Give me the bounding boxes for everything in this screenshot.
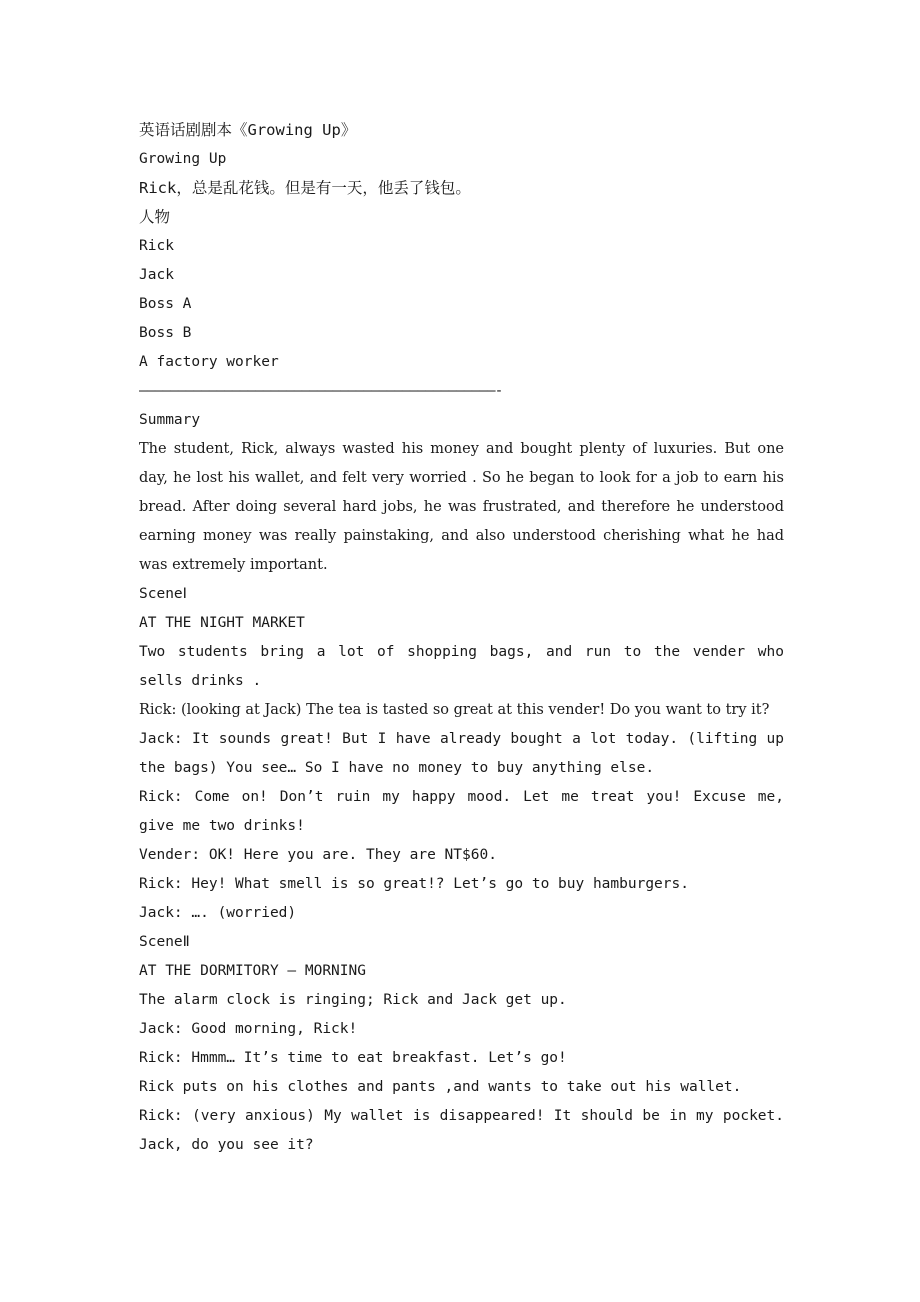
- scene1-setting: AT THE NIGHT MARKET: [139, 615, 305, 631]
- intro-text: Rick，总是乱花钱。但是有一天，他丢了钱包。: [139, 179, 471, 197]
- scene2-line: Rick: Hmmm… It’s time to eat breakfast. Let’s go!: [139, 1050, 567, 1066]
- scene2-line: Rick puts on his clothes and pants ,and wants to take out his wallet.: [139, 1079, 742, 1095]
- characters-heading: 人物: [139, 208, 171, 226]
- character-item: A factory worker: [139, 354, 279, 370]
- scene2-line: Jack: Good morning, Rick!: [139, 1021, 358, 1037]
- scene2-line: The alarm clock is ringing; Rick and Jack get up.: [139, 992, 567, 1008]
- scene2-setting: AT THE DORMITORY – MORNING: [139, 963, 366, 979]
- scene1-line: Rick: Come on! Don’t ruin my happy mood. Let me treat you! Excuse me, give me two drinks!: [139, 789, 784, 834]
- character-item: Rick: [139, 238, 174, 254]
- character-item: Jack: [139, 267, 174, 283]
- character-item: Boss B: [139, 325, 192, 341]
- scene1-line: Jack: It sounds great! But I have already bought a lot today. (lifting up the bags) You see… So I have no money to buy anything else.: [139, 731, 784, 776]
- scene1-line: Rick: (looking at Jack) The tea is tasted so great at this vender! Do you want to try it?: [139, 702, 770, 718]
- summary-heading: Summary: [139, 412, 201, 428]
- scene1-line: Rick: Hey! What smell is so great!? Let’s go to buy hamburgers.: [139, 876, 689, 892]
- character-item: Boss A: [139, 296, 192, 312]
- summary-paragraph: The student, Rick, always wasted his money and bought plenty of luxuries. But one day, he lost his wallet, and felt very worried . So he began to look for a job to earn his bread. After doing several hard jobs, he was frustrated, and therefore he understood earning money was really painstaking, and also understood cherishing what he had was extremely important.: [139, 441, 784, 573]
- separator-line: ——————————————————————————————————————————————-: [139, 383, 503, 399]
- scene1-line: Jack: …. (worried): [139, 905, 297, 921]
- document-title-cn: 英语话剧剧本《Growing Up》: [139, 121, 357, 139]
- scene1-line: Two students bring a lot of shopping bags, and run to the vender who sells drinks .: [139, 644, 784, 689]
- document-page: [139, 116, 784, 1160]
- scene1-heading: SceneⅠ: [139, 586, 187, 602]
- document-title-en: Growing Up: [139, 151, 227, 167]
- scene2-heading: SceneⅡ: [139, 934, 190, 950]
- scene1-line: Vender: OK! Here you are. They are NT$60.: [139, 847, 497, 863]
- scene2-line: Rick: (very anxious) My wallet is disappeared! It should be in my pocket. Jack, do you see it?: [139, 1108, 784, 1153]
